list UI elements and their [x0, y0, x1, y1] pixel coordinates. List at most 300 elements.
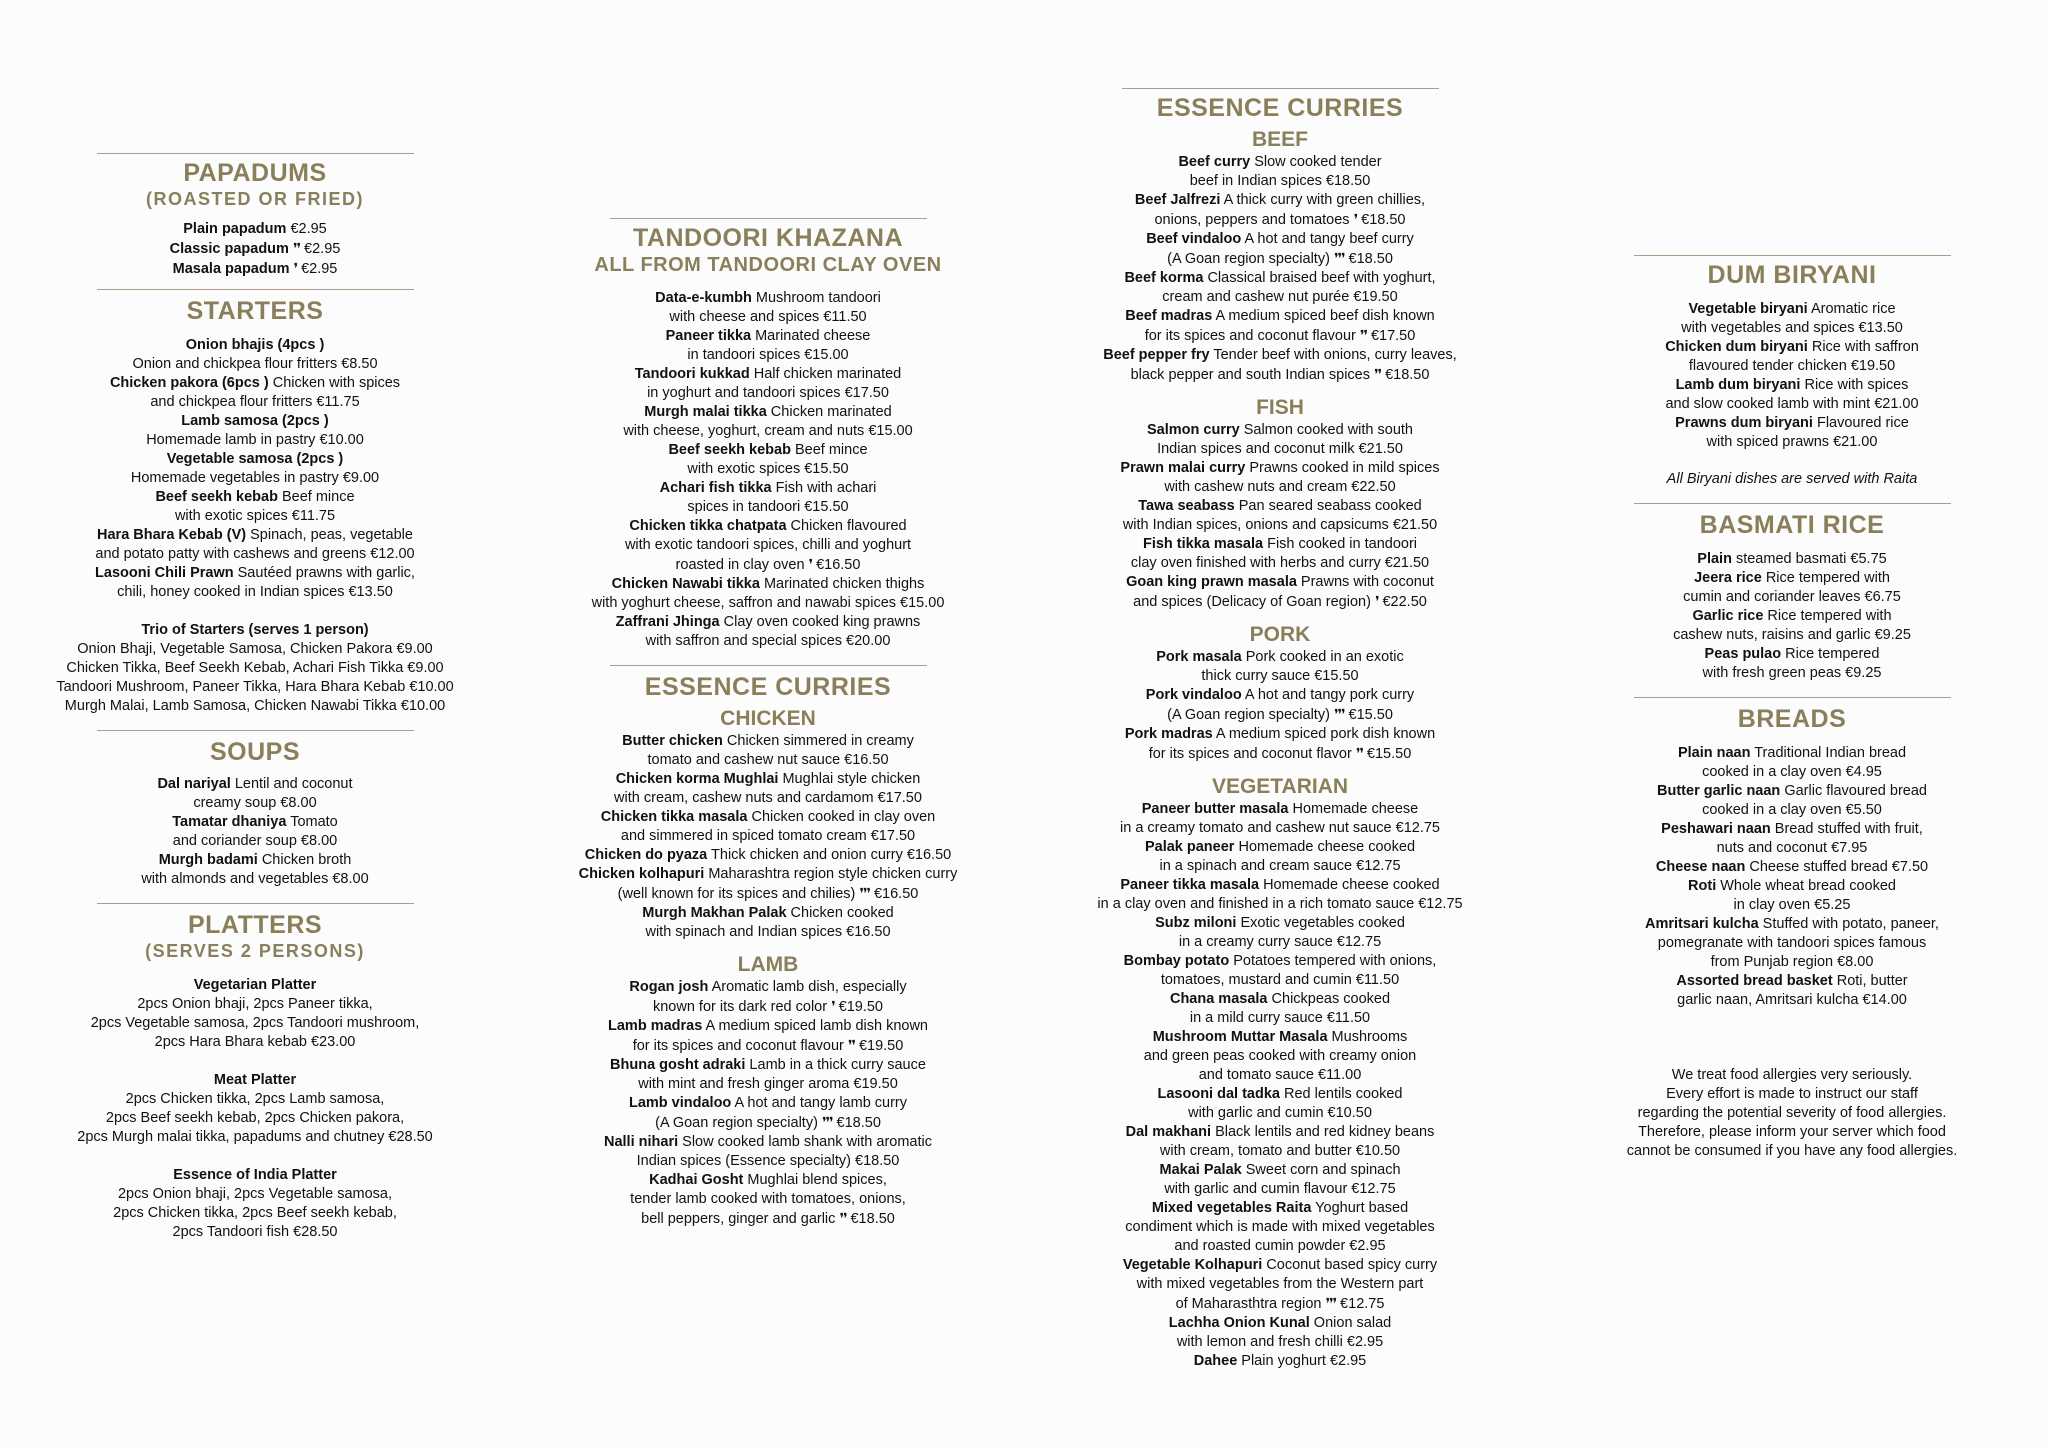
dish-name: Cheese naan [1655, 859, 1746, 875]
chili-icon: ❜ [293, 260, 298, 276]
menu-line [1572, 782, 2012, 801]
dish-price: €18.50 [1344, 251, 1393, 267]
dish-name: Murgh malai tikka [644, 404, 767, 420]
dish-description: Lamb in a thick curry sauce [745, 1057, 926, 1073]
dish-description: Aromatic rice [1807, 301, 1896, 317]
menu-line [1572, 744, 2012, 763]
divider [97, 730, 414, 731]
menu-line [1572, 550, 2012, 569]
menu-line [1060, 230, 1500, 249]
soups-list [35, 775, 475, 889]
pork-list [1060, 648, 1500, 764]
menu-line [35, 393, 475, 412]
dish-description: and chickpea flour fritters €11.75 [150, 394, 360, 410]
dish-description: bell peppers, ginger and garlic [641, 1211, 840, 1227]
menu-line [548, 904, 988, 923]
dish-description: thick curry sauce €15.50 [1201, 668, 1359, 684]
dish-description: Yoghurt based [1311, 1200, 1409, 1216]
section-subtitle: (SERVES 2 PERSONS) [145, 941, 365, 961]
menu-line [1060, 440, 1500, 459]
menu-line [548, 327, 988, 346]
menu-line [1572, 972, 2012, 991]
menu-line [1572, 569, 2012, 588]
dish-description: clay oven finished with herbs and curry €21.50 [1130, 555, 1430, 571]
chili-icon: ❜❜❜ [1333, 706, 1345, 722]
platter-line: 2pcs Vegetable samosa, 2pcs Tandoori mushroom, [90, 1015, 420, 1031]
column-2 [548, 218, 988, 1229]
menu-line [548, 751, 988, 770]
breads-list [1572, 744, 2012, 1010]
platter-title: Vegetarian Platter [193, 977, 317, 993]
dish-name: Goan king prawn masala [1126, 574, 1297, 590]
menu-line [1060, 554, 1500, 573]
dish-description: in yoghurt and tandoori spices €17.50 [647, 385, 889, 401]
dish-description: cooked in a clay oven €5.50 [1702, 802, 1882, 818]
chili-icon: ❜❜❜ [821, 1114, 833, 1130]
dish-description: Roti, butter [1832, 973, 1908, 989]
dish-description: Bread stuffed with fruit, [1770, 821, 1923, 837]
dish-description: Red lentils cooked [1279, 1086, 1403, 1102]
menu-line [35, 507, 475, 526]
section-title: DUM BIRYANI [1707, 261, 1877, 289]
category-title: CHICKEN [720, 707, 816, 730]
dish-description: from Punjab region €8.00 [1710, 954, 1874, 970]
section-title: BREADS [1737, 705, 1847, 733]
dish-description: Mushroom tandoori [751, 290, 881, 306]
dish-price: €2.95 [301, 261, 338, 277]
chili-icon: ❜❜❜ [859, 885, 870, 901]
dish-description: with mint and fresh ginger aroma €19.50 [638, 1076, 898, 1092]
dish-description: with saffron and special spices €20.00 [645, 633, 891, 649]
menu-line [548, 1094, 988, 1113]
chili-icon: ❜❜❜ [1333, 250, 1345, 266]
dish-price: €12.75 [1336, 1296, 1385, 1312]
menu-line [548, 384, 988, 403]
menu-line [1060, 573, 1500, 592]
dish-description: Maharashtra region style chicken curry [704, 866, 958, 882]
dish-description: in a mild curry sauce €11.50 [1189, 1010, 1371, 1026]
dish-name: Hara Bhara Kebab (V) [97, 527, 247, 543]
dish-description: with cream, tomato and butter €10.50 [1159, 1143, 1401, 1159]
dish-description: Homemade cheese [1288, 801, 1419, 817]
menu-line [1572, 915, 2012, 934]
dish-description: Indian spices (Essence specialty) €18.50 [636, 1153, 900, 1169]
menu-line [1060, 1142, 1500, 1161]
menu-line [1572, 664, 2012, 683]
dish-description: with lemon and fresh chilli €2.95 [1176, 1334, 1384, 1350]
dish-description: with almonds and vegetables €8.00 [141, 871, 369, 887]
dish-description: Black lentils and red kidney beans [1211, 1124, 1435, 1140]
dish-name: Pork masala [1156, 649, 1242, 665]
dish-description: in clay oven €5.25 [1733, 897, 1851, 913]
dish-description: Chicken marinated [766, 404, 892, 420]
dish-price: €2.95 [304, 241, 341, 257]
dish-name: Beef seekh kebab [668, 442, 791, 458]
dish-name: Tamatar dhaniya [172, 814, 287, 830]
dish-name: Butter garlic naan [1657, 783, 1781, 799]
menu-line [1060, 648, 1500, 667]
menu-line [1060, 497, 1500, 516]
dish-description: with cheese, yoghurt, cream and nuts €15.00 [623, 423, 913, 439]
menu-line [1060, 725, 1500, 744]
dish-description: and green peas cooked with creamy onion [1143, 1048, 1417, 1064]
rice-section [1572, 503, 2012, 683]
dish-description: Coconut based spicy curry [1262, 1257, 1438, 1273]
dish-name: Dal makhani [1125, 1124, 1212, 1140]
dish-name: Garlic rice [1692, 608, 1764, 624]
dish-description: with spiced prawns €21.00 [1706, 434, 1878, 450]
menu-line [548, 479, 988, 498]
menu-line [1060, 249, 1500, 269]
dish-description: Cheese stuffed bread €7.50 [1745, 859, 1929, 875]
menu-line [548, 594, 988, 613]
dish-description: for its spices and coconut flavour [632, 1038, 848, 1054]
chili-icon: ❜ [831, 998, 835, 1014]
menu-line [1060, 592, 1500, 612]
menu-line [1060, 857, 1500, 876]
dish-description: Fish with achari [771, 480, 877, 496]
platter-group [35, 1071, 475, 1147]
dish-description: A hot and tangy lamb curry [731, 1095, 908, 1111]
dish-name: Beef seekh kebab [155, 489, 278, 505]
dish-description: A medium spiced beef dish known [1212, 308, 1435, 324]
dish-description: Pork cooked in an exotic [1241, 649, 1404, 665]
dish-description: Marinated chicken thighs [759, 576, 925, 592]
dish-price: €18.50 [1357, 212, 1406, 228]
dish-description: garlic naan, Amritsari kulcha €14.00 [1677, 992, 1907, 1008]
dish-name: Prawns dum biryani [1675, 415, 1813, 431]
platter-line: 2pcs Hara Bhara kebab €23.00 [154, 1034, 356, 1050]
platter-line: 2pcs Chicken tikka, 2pcs Lamb samosa, [125, 1091, 385, 1107]
menu-line [1060, 705, 1500, 725]
dish-description: (A Goan region specialty) [1167, 251, 1334, 267]
dish-description: tender lamb cooked with tomatoes, onions, [630, 1191, 906, 1207]
dish-description: with exotic spices €15.50 [687, 461, 849, 477]
category-title: BEEF [1251, 128, 1308, 151]
menu-line [1060, 516, 1500, 535]
tandoori-section [548, 218, 988, 651]
dish-name: Amritsari kulcha [1645, 916, 1759, 932]
menu-line [1572, 607, 2012, 626]
dish-name: Jeera rice [1694, 570, 1762, 586]
dish-description: Mushrooms [1327, 1029, 1408, 1045]
soups-section [35, 730, 475, 889]
platter-group [35, 976, 475, 1052]
menu-line [1060, 1104, 1500, 1123]
menu-line [1060, 307, 1500, 326]
menu-line [1060, 800, 1500, 819]
dish-description: with exotic spices €11.75 [174, 508, 336, 524]
menu-line [35, 564, 475, 583]
dish-description: and tomato sauce €11.00 [1198, 1067, 1362, 1083]
vegetarian-list [1060, 800, 1500, 1371]
fish-list [1060, 421, 1500, 612]
menu-line [1060, 952, 1500, 971]
menu-line [548, 1171, 988, 1190]
menu-line [1060, 191, 1500, 210]
menu-line [1060, 1275, 1500, 1294]
divider [610, 665, 927, 666]
menu-line [1060, 1009, 1500, 1028]
dish-description: and roasted cumin powder €2.95 [1174, 1238, 1386, 1254]
menu-line [35, 431, 475, 450]
dish-description: with fresh green peas €9.25 [1702, 665, 1882, 681]
divider [1634, 255, 1951, 256]
papadum-list [35, 220, 475, 279]
text-line: Tandoori Mushroom, Paneer Tikka, Hara Bhara Kebab €10.00 [56, 679, 454, 695]
dish-name: Butter chicken [622, 733, 723, 749]
dish-description: Pan seared seabass cooked [1234, 498, 1422, 514]
menu-line [35, 412, 475, 431]
chicken-list [548, 732, 988, 942]
section-title: ESSENCE CURRIES [1156, 94, 1404, 122]
platter-line: 2pcs Tandoori fish €28.50 [172, 1224, 338, 1240]
menu-line [35, 526, 475, 545]
menu-line [548, 884, 988, 904]
dish-name: Palak paneer [1144, 839, 1235, 855]
chili-icon: ❜❜ [1374, 366, 1382, 382]
menu-line [548, 1113, 988, 1133]
dish-name: Mixed vegetables Raita [1151, 1200, 1312, 1216]
dish-description: with mixed vegetables from the Western part [1136, 1276, 1424, 1292]
menu-line [548, 422, 988, 441]
menu-line [35, 355, 475, 374]
dish-description: Marinated cheese [751, 328, 871, 344]
menu-line [1572, 858, 2012, 877]
menu-line [35, 813, 475, 832]
menu-line [548, 978, 988, 997]
menu-line [1060, 838, 1500, 857]
dish-description: Exotic vegetables cooked [1236, 915, 1405, 931]
menu-line [548, 498, 988, 517]
dish-description: Homemade lamb in pastry €10.00 [146, 432, 364, 448]
dish-description: cooked in a clay oven €4.95 [1702, 764, 1882, 780]
menu-line [1060, 1161, 1500, 1180]
dish-name: Tandoori kukkad [634, 366, 750, 382]
dish-description: with cheese and spices €11.50 [669, 309, 867, 325]
dish-description: Mughlai style chicken [778, 771, 921, 787]
dish-name: Beef curry [1178, 154, 1251, 170]
menu-line [35, 374, 475, 393]
menu-line [548, 613, 988, 632]
dish-name: Tawa seabass [1138, 498, 1235, 514]
section-title: SOUPS [209, 738, 301, 766]
dish-description: and slow cooked lamb with mint €21.00 [1665, 396, 1919, 412]
menu-line [548, 770, 988, 789]
dish-name: Lamb samosa (2pcs ) [181, 413, 329, 429]
dish-name: Vegetable biryani [1688, 301, 1808, 317]
platters-list [35, 976, 475, 1242]
divider [1122, 88, 1439, 89]
menu-line [1060, 535, 1500, 554]
menu-line [548, 1036, 988, 1056]
dish-name: Lasooni dal tadka [1157, 1086, 1280, 1102]
dish-description: and simmered in spiced tomato cream €17.50 [620, 828, 916, 844]
menu-line [1060, 1333, 1500, 1352]
dish-name: Lamb madras [608, 1018, 703, 1034]
dish-description: beef in Indian spices €18.50 [1189, 173, 1371, 189]
dish-name: Makai Palak [1159, 1162, 1242, 1178]
menu-line [35, 450, 475, 469]
dish-description: in tandoori spices €15.00 [687, 347, 849, 363]
papadum-item [35, 239, 475, 259]
menu-line [1572, 953, 2012, 972]
chili-icon: ❜ [808, 556, 813, 572]
papadum-item [35, 259, 475, 279]
dish-name: Beef pepper fry [1103, 347, 1210, 363]
dish-name: Achari fish tikka [659, 480, 772, 496]
dish-description: Chicken broth [257, 852, 352, 868]
column-4 [1572, 255, 2012, 1161]
dish-name: Fish tikka masala [1142, 536, 1264, 552]
dish-name: Lamb dum biryani [1675, 377, 1801, 393]
dish-description: Homemade cheese cooked [1234, 839, 1416, 855]
biryani-list [1572, 300, 2012, 452]
dish-description: Salmon cooked with south [1239, 422, 1413, 438]
column-1 [35, 153, 475, 1242]
menu-line [548, 808, 988, 827]
dish-description: A hot and tangy pork curry [1241, 687, 1415, 703]
papadum-item [35, 220, 475, 239]
menu-line [1060, 346, 1500, 365]
dish-price: €18.50 [846, 1211, 895, 1227]
trio-of-starters [35, 621, 475, 716]
menu-line [548, 632, 988, 651]
menu-line [1572, 414, 2012, 433]
dish-name: Chicken korma Mughlai [615, 771, 779, 787]
menu-line [1060, 667, 1500, 686]
menu-line [1572, 801, 2012, 820]
dish-description: black pepper and south Indian spices [1130, 367, 1375, 383]
text-line: Every effort is made to instruct our staff [1666, 1086, 1918, 1102]
dish-price: €19.50 [834, 999, 883, 1015]
menu-line [1060, 210, 1500, 230]
section-title: ESSENCE CURRIES [644, 673, 892, 701]
menu-line [548, 289, 988, 308]
dish-name: Lamb vindaloo [628, 1095, 732, 1111]
text-line: Onion Bhaji, Vegetable Samosa, Chicken Pakora €9.00 [77, 641, 433, 657]
dish-name: Chicken pakora (6pcs ) [109, 375, 269, 391]
menu-line [1060, 990, 1500, 1009]
menu-line [1060, 365, 1500, 385]
dish-description: for its spices and coconut flavor [1148, 746, 1356, 762]
chili-icon: ❜❜ [1359, 327, 1367, 343]
menu-line [1572, 300, 2012, 319]
dish-description: Chicken cooked [786, 905, 894, 921]
dish-description: Beef mince [277, 489, 355, 505]
section-title: BASMATI RICE [1699, 511, 1885, 539]
dish-description: in a clay oven and finished in a rich tomato sauce €12.75 [1097, 896, 1463, 912]
chili-icon: ❜ [1353, 211, 1358, 227]
dish-name: Vegetable Kolhapuri [1122, 1257, 1263, 1273]
dish-price: €22.50 [1378, 594, 1427, 610]
menu-line [1060, 1180, 1500, 1199]
dish-name: Lasooni Chili Prawn [95, 565, 234, 581]
starters-section [35, 289, 475, 716]
dish-description: and potato patty with cashews and greens €12.00 [95, 546, 415, 562]
section-title: PLATTERS [187, 911, 323, 939]
dish-name: Onion bhajis (4pcs ) [185, 337, 325, 353]
divider [97, 903, 414, 904]
dish-name: Prawn malai curry [1120, 460, 1246, 476]
menu-line [1060, 478, 1500, 497]
dish-description: Lentil and coconut [230, 776, 353, 792]
menu-line [1572, 877, 2012, 896]
dish-description: Tomato [286, 814, 338, 830]
dish-description: steamed basmati €5.75 [1731, 551, 1887, 567]
divider [97, 289, 414, 290]
menu-line [548, 365, 988, 384]
menu-line [1060, 1047, 1500, 1066]
dish-name: Beef vindaloo [1146, 231, 1242, 247]
dish-description: Flavoured rice [1812, 415, 1909, 431]
menu-line [548, 536, 988, 555]
platter-title: Meat Platter [213, 1072, 297, 1088]
menu-line [35, 794, 475, 813]
dish-name: Lachha Onion Kunal [1168, 1315, 1310, 1331]
dish-description: Spinach, peas, vegetable [246, 527, 413, 543]
menu-line [548, 308, 988, 327]
dish-description: Plain yoghurt €2.95 [1237, 1353, 1367, 1369]
text-line: Therefore, please inform your server which food [1638, 1124, 1946, 1140]
menu-line [548, 460, 988, 479]
dish-description: and coriander soup €8.00 [172, 833, 338, 849]
dish-name: Beef madras [1125, 308, 1213, 324]
dish-description: in a creamy tomato and cashew nut sauce €12.75 [1120, 820, 1440, 836]
dish-description: Homemade vegetables in pastry €9.00 [130, 470, 380, 486]
dish-price: €18.50 [1381, 367, 1430, 383]
menu-line [1060, 1123, 1500, 1142]
platter-line: 2pcs Onion bhaji, 2pcs Vegetable samosa, [117, 1186, 393, 1202]
menu-line [1060, 819, 1500, 838]
menu-line [548, 346, 988, 365]
platters-section [35, 903, 475, 1242]
menu-line [1060, 1066, 1500, 1085]
menu-line [1060, 288, 1500, 307]
text-line: Chicken Tikka, Beef Seekh Kebab, Achari Fish Tikka €9.00 [66, 660, 444, 676]
divider [610, 218, 927, 219]
dish-name: Data-e-kumbh [655, 290, 752, 306]
menu-line [548, 555, 988, 575]
dish-name: Nalli nihari [603, 1134, 679, 1150]
dish-name: Plain [1697, 551, 1732, 567]
dish-description: Stuffed with potato, paneer, [1758, 916, 1939, 932]
dish-name: Kadhai Gosht [649, 1172, 744, 1188]
dish-description: with cream, cashew nuts and cardamom €17.50 [614, 790, 922, 806]
text-line: We treat food allergies very seriously. [1671, 1067, 1913, 1083]
menu-line [1572, 896, 2012, 915]
menu-line [1060, 172, 1500, 191]
section-subtitle: ALL FROM TANDOORI CLAY OVEN [594, 254, 942, 276]
dish-name: Salmon curry [1147, 422, 1240, 438]
menu-line [1060, 971, 1500, 990]
platter-line: 2pcs Onion bhaji, 2pcs Paneer tikka, [137, 996, 373, 1012]
menu-line [548, 517, 988, 536]
dish-description: Potatoes tempered with onions, [1229, 953, 1437, 969]
dish-description: with Indian spices, onions and capsicums €21.50 [1122, 517, 1438, 533]
dish-price: €2.95 [290, 221, 327, 237]
menu-line [548, 865, 988, 884]
dish-description: Chicken flavoured [786, 518, 907, 534]
menu-line [1572, 645, 2012, 664]
text-line: Murgh Malai, Lamb Samosa, Chicken Nawabi Tikka €10.00 [64, 698, 446, 714]
menu-line [1060, 876, 1500, 895]
dish-description: Onion salad [1309, 1315, 1392, 1331]
menu-line [35, 545, 475, 564]
dish-price: €16.50 [869, 886, 919, 902]
dish-name: Bhuna gosht adraki [610, 1057, 746, 1073]
menu-line [1060, 1199, 1500, 1218]
